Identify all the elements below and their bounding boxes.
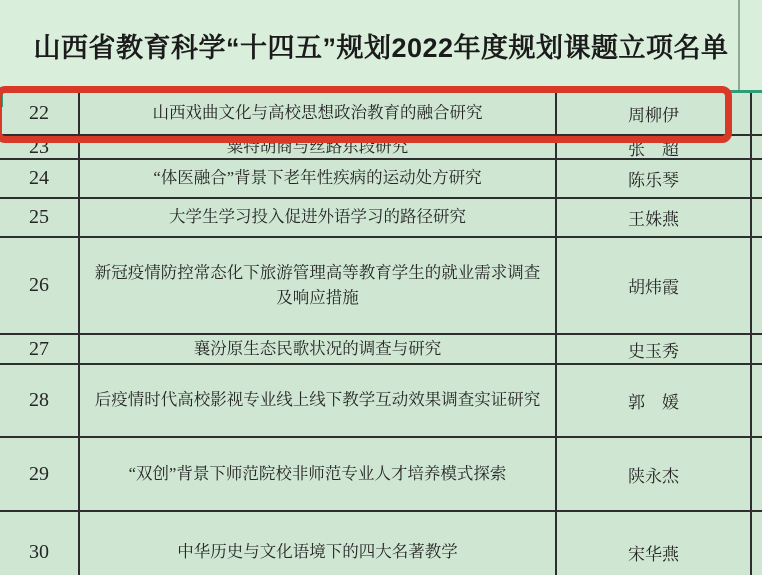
row-number-cell: 27: [0, 335, 80, 363]
trailing-column-sliver: [752, 438, 762, 510]
leader-name-cell: 陈乐琴: [557, 160, 752, 197]
table-row: [0, 136, 762, 160]
project-title-cell: 中华历史与文化语境下的四大名著教学: [80, 512, 557, 575]
row-number-cell: 28: [0, 365, 80, 436]
project-title-cell: “双创”背景下师范院校非师范专业人才培养模式探索: [80, 438, 557, 510]
trailing-column-sliver: [752, 199, 762, 236]
project-title-cell: 大学生学习投入促进外语学习的路径研究: [80, 199, 557, 236]
table-row: [0, 93, 762, 136]
table-row: [0, 335, 762, 365]
page-title: 山西省教育科学“十四五”规划2022年度规划课题立项名单: [33, 33, 729, 63]
project-title-cell: 襄汾原生态民歌状况的调查与研究: [80, 335, 557, 363]
title-bar: [0, 0, 762, 91]
leader-name-cell: 王姝燕: [557, 199, 752, 236]
project-title-cell: 后疫情时代高校影视专业线上线下教学互动效果调查实证研究: [80, 365, 557, 436]
row-number-cell: 26: [0, 238, 80, 333]
project-title-cell: 粟特胡商与丝路东段研究: [80, 136, 557, 158]
table-row: [0, 199, 762, 238]
leader-name-cell: 郭 媛: [557, 365, 752, 436]
trailing-column-sliver: [752, 335, 762, 363]
trailing-column-sliver: [752, 365, 762, 436]
trailing-column-sliver: [752, 238, 762, 333]
table-row: [0, 438, 762, 512]
row-number-cell: 24: [0, 160, 80, 197]
projects-table: [0, 93, 762, 575]
row-number-cell: 23: [0, 136, 80, 158]
trailing-column-sliver: [752, 136, 762, 158]
row-number-cell: 22: [0, 93, 80, 134]
leader-name-cell: 宋华燕: [557, 512, 752, 575]
row-number-cell: 30: [0, 512, 80, 575]
project-title-cell: 山西戏曲文化与高校思想政治教育的融合研究: [80, 93, 557, 134]
row-number-cell: 25: [0, 199, 80, 236]
project-title-cell: 新冠疫情防控常态化下旅游管理高等教育学生的就业需求调查及响应措施: [80, 238, 557, 333]
table-row: [0, 365, 762, 438]
trailing-column-sliver: [752, 160, 762, 197]
title-cell-right-border: [738, 0, 740, 91]
leader-name-cell: 史玉秀: [557, 335, 752, 363]
trailing-column-sliver: [752, 512, 762, 575]
leader-name-cell: 陕永杰: [557, 438, 752, 510]
leader-name-cell: 周柳伊: [557, 93, 752, 134]
table-row: [0, 512, 762, 575]
table-row: [0, 160, 762, 199]
leader-name-cell: 胡炜霞: [557, 238, 752, 333]
trailing-column-sliver: [752, 93, 762, 134]
table-row: [0, 238, 762, 335]
leader-name-cell: 张 超: [557, 136, 752, 158]
project-title-cell: “体医融合”背景下老年性疾病的运动处方研究: [80, 160, 557, 197]
row-number-cell: 29: [0, 438, 80, 510]
